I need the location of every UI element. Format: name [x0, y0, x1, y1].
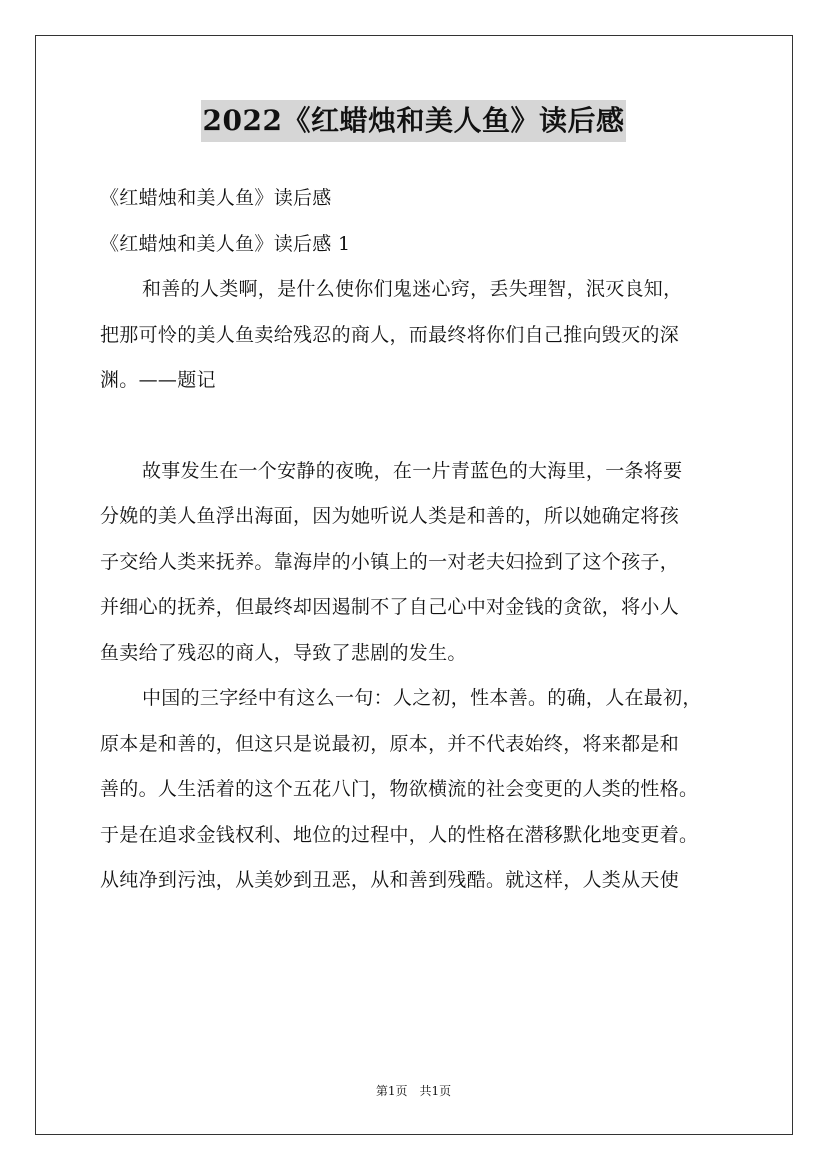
paragraph-story	[100, 449, 740, 677]
text-line: 并细心的抚养，但最终却因遏制不了自己心中对金钱的贪欲，将小人	[100, 596, 680, 618]
page-footer	[0, 1082, 827, 1100]
text-line: 中国的三字经中有这么一句：人之初，性本善。的确，人在最初，	[142, 687, 702, 709]
section-heading: 《红蜡烛和美人鱼》读后感 1	[100, 232, 351, 255]
document-title-wrapper	[0, 100, 827, 142]
text-line: 子交给人类来抚养。靠海岸的小镇上的一对老夫妇捡到了这个孩子，	[100, 550, 680, 573]
paragraph-reflection	[100, 676, 740, 904]
text-line: 故事发生在一个安静的夜晚，在一片青蓝色的大海里，一条将要	[142, 459, 683, 482]
paragraph-epigraph	[100, 267, 740, 404]
document-title: 2022《红蜡烛和美人鱼》读后感	[201, 100, 627, 142]
document-subtitle: 《红蜡烛和美人鱼》读后感	[100, 187, 332, 209]
document-body	[100, 176, 740, 904]
text-line: 把那可怜的美人鱼卖给残忍的商人，而最终将你们自己推向毁灭的深	[100, 323, 680, 346]
text-line: 从纯净到污浊，从美妙到丑恶，从和善到残酷。就这样，人类从天使	[100, 869, 680, 891]
text-line: 渊。——题记	[100, 369, 216, 391]
paragraph-gap	[100, 404, 740, 449]
text-line: 原本是和善的，但这只是说最初，原本，并不代表始终，将来都是和	[100, 732, 680, 755]
text-line: 和善的人类啊，是什么使你们鬼迷心窍，丢失理智，泯灭良知，	[142, 278, 683, 300]
text-line: 鱼卖给了残忍的商人，导致了悲剧的发生。	[100, 641, 467, 664]
text-line: 善的。人生活着的这个五花八门，物欲横流的社会变更的人类的性格。	[100, 778, 699, 800]
text-line: 于是在追求金钱权利、地位的过程中，人的性格在潜移默化地变更着。	[100, 823, 699, 846]
page-number: 第1页 共1页	[375, 1084, 452, 1098]
text-line: 分娩的美人鱼浮出海面，因为她听说人类是和善的，所以她确定将孩	[100, 505, 680, 527]
